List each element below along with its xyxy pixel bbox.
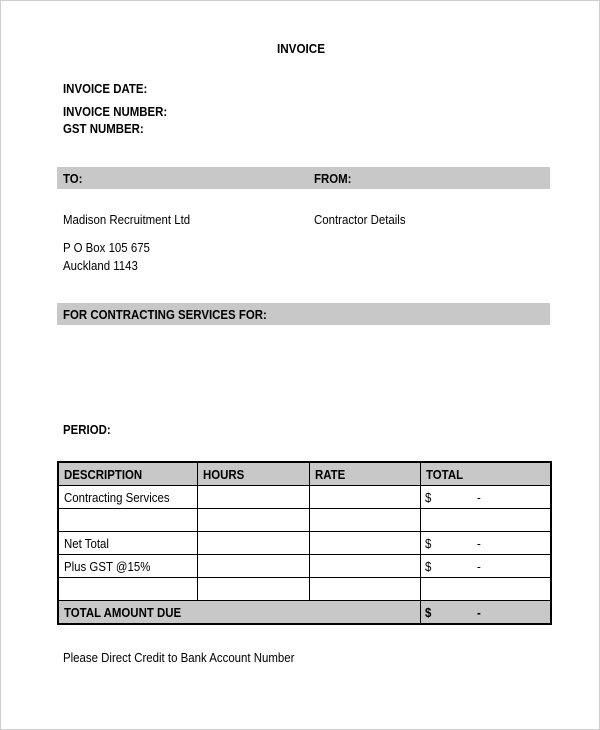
rate-cell[interactable]: [309, 578, 420, 601]
invoice-number-label: INVOICE NUMBER:: [63, 104, 168, 119]
total-cell[interactable]: $ -: [420, 532, 551, 555]
services-label: FOR CONTRACTING SERVICES FOR:: [63, 307, 267, 322]
recipient-name: Madison Recruitment Ltd: [63, 212, 191, 227]
rate-cell[interactable]: [309, 532, 420, 555]
services-bar: [57, 303, 550, 325]
hours-cell[interactable]: [197, 509, 309, 532]
total-cell[interactable]: $ -: [420, 486, 551, 509]
table-row: [58, 578, 551, 601]
table-row: [58, 532, 551, 555]
table-row: [58, 509, 551, 532]
recipient-address-line2: Auckland 1143: [63, 258, 138, 273]
total-cell[interactable]: [420, 509, 551, 532]
gst-number-label: GST NUMBER:: [63, 121, 144, 136]
description-cell[interactable]: Plus GST @15%: [58, 555, 197, 578]
rate-cell[interactable]: [309, 555, 420, 578]
rate-cell[interactable]: [309, 486, 420, 509]
contractor-details: Contractor Details: [314, 212, 406, 227]
description-cell[interactable]: Contracting Services: [58, 486, 197, 509]
to-label: TO:: [63, 171, 83, 186]
hours-cell[interactable]: [197, 578, 309, 601]
hours-cell[interactable]: [197, 532, 309, 555]
total-amount-label: TOTAL AMOUNT DUE: [58, 601, 420, 625]
table-row: [58, 555, 551, 578]
hours-cell[interactable]: [197, 486, 309, 509]
col-total: TOTAL: [420, 462, 551, 486]
bank-account-note: Please Direct Credit to Bank Account Number: [63, 650, 295, 665]
table-row: [58, 486, 551, 509]
description-cell[interactable]: [58, 509, 197, 532]
total-cell[interactable]: [420, 578, 551, 601]
to-from-bar: [57, 167, 550, 189]
description-cell[interactable]: Net Total: [58, 532, 197, 555]
hours-cell[interactable]: [197, 555, 309, 578]
total-amount-cell: $ -: [420, 601, 551, 625]
invoice-date-label: INVOICE DATE:: [63, 81, 148, 96]
invoice-items-table: [57, 461, 552, 625]
rate-cell[interactable]: [309, 509, 420, 532]
table-header-row: [58, 462, 551, 486]
col-description: DESCRIPTION: [58, 462, 197, 486]
total-amount-row: [58, 601, 551, 625]
total-cell[interactable]: $ -: [420, 555, 551, 578]
period-label: PERIOD:: [63, 422, 111, 437]
from-label: FROM:: [314, 171, 352, 186]
invoice-title: INVOICE: [276, 41, 326, 56]
col-rate: RATE: [309, 462, 420, 486]
description-cell[interactable]: [58, 578, 197, 601]
col-hours: HOURS: [197, 462, 309, 486]
recipient-address-line1: P O Box 105 675: [63, 240, 150, 255]
